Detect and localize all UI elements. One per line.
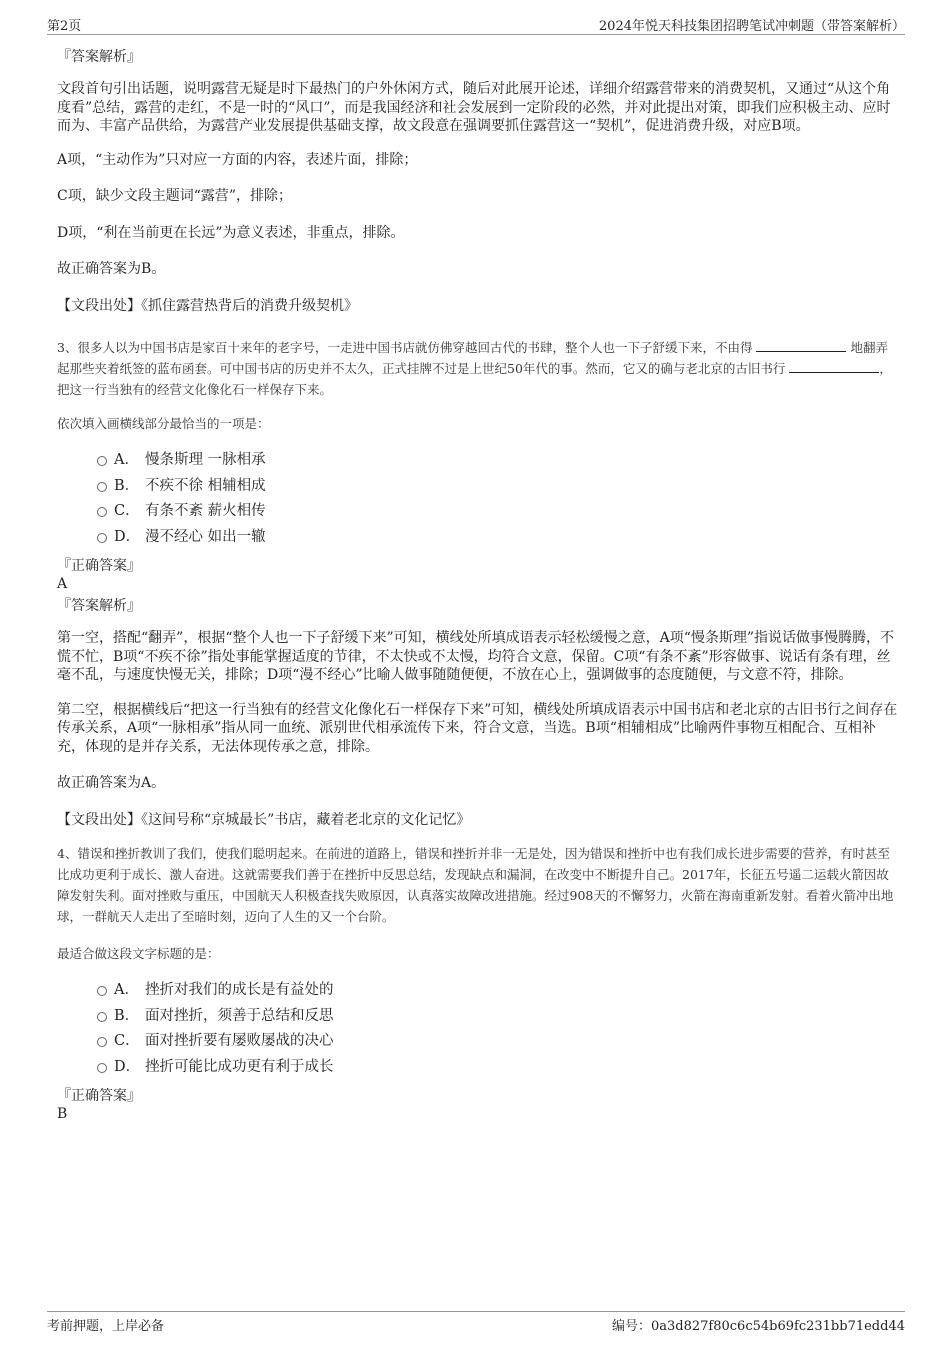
document-title: 2024年悦天科技集团招聘笔试冲刺题（带答案解析） [598, 19, 905, 34]
fill-blank-1 [756, 341, 846, 352]
passage-source: 【文段出处】《抓住露营热背后的消费升级契机》 [57, 297, 358, 314]
option-a[interactable]: A． 慢条斯理 一脉相承 [57, 448, 899, 474]
question-3-stem: 3、很多人以为中国书店是家百十来年的老字号，一走进中国书店就仿佛穿越回古代的书肆，整个人也一下子舒缓下来，不由得 地翻弄起那些夹着纸签的蓝布函套。可中国书店的历史并不太久，正式挂牌不过是上世纪50年代的事。然而，它又的确与老北京的古旧书行 ，把这一行当独有的经营文化像化石一样保存下来。 [57, 340, 892, 397]
document-serial: 编号：0a3d827f80c6c54b69fc231bb71edd44 [612, 1319, 905, 1334]
radio-button[interactable] [97, 1063, 107, 1073]
option-c[interactable]: C． 面对挫折要有屡败屡战的决心 [57, 1029, 899, 1055]
question-4-options [57, 978, 899, 1080]
analysis-paragraph-2: 第二空，根据横线后“把这一行当独有的经营文化像化石一样保存下来”可知，横线处所填成语表示中国书店和老北京的古旧书行之间存在传承关系，A项“一脉相承”指从同一血统、派别世代相承流传下来，符合文意，当选。B项“相辅相成”比喻两件事物互相配合、互相补充，体现的是并存关系，无法体现传承之意，排除。 [57, 701, 898, 755]
radio-button[interactable] [97, 1037, 107, 1047]
radio-button[interactable] [97, 533, 107, 543]
radio-button[interactable] [97, 986, 107, 996]
page-content [57, 48, 899, 1123]
answer-conclusion: 故正确答案为A。 [57, 775, 166, 791]
question-3-prompt: 依次填入画横线部分最恰当的一项是： [57, 416, 270, 431]
correct-answer: A [57, 576, 68, 592]
correct-answer: B [57, 1106, 68, 1122]
analysis-option-a: A项，“主动作为”只对应一方面的内容，表述片面，排除； [57, 151, 418, 168]
correct-answer-label: 『正确答案』 [57, 1088, 141, 1104]
option-b[interactable]: B． 面对挫折，须善于总结和反思 [57, 1004, 899, 1030]
question-4-prompt: 最适合做这段文字标题的是： [57, 946, 220, 961]
option-d[interactable]: D． 挫折可能比成功更有利于成长 [57, 1055, 899, 1081]
option-c[interactable]: C． 有条不紊 薪火相传 [57, 499, 899, 525]
answer-analysis-label: 『答案解析』 [57, 49, 141, 65]
fill-blank-2 [789, 362, 879, 373]
analysis-option-c: C项，缺少文段主题词“露营”，排除； [57, 188, 293, 204]
question-3-options [57, 448, 899, 550]
radio-button[interactable] [97, 1012, 107, 1022]
answer-analysis-label: 『答案解析』 [57, 598, 141, 614]
option-d[interactable]: D． 漫不经心 如出一辙 [57, 525, 899, 551]
option-a[interactable]: A． 挫折对我们的成长是有益处的 [57, 978, 899, 1004]
correct-answer-label: 『正确答案』 [57, 558, 141, 574]
page-header [47, 14, 905, 35]
radio-button[interactable] [97, 456, 107, 466]
option-b[interactable]: B． 不疾不徐 相辅相成 [57, 474, 899, 500]
page-footer [47, 1311, 905, 1334]
radio-button[interactable] [97, 482, 107, 492]
footer-slogan: 考前押题，上岸必备 [47, 1319, 165, 1334]
page-number: 第2页 [47, 19, 82, 34]
analysis-paragraph-1: 第一空，搭配“翻弄”，根据“整个人也一下子舒缓下来”可知，横线处所填成语表示轻松缓慢之意，A项“慢条斯理”指说话做事慢腾腾，不慌不忙，B项“不疾不徐”指处事能掌握适度的节律，不太快或不太慢，均符合文意，保留。C项“有条不紊”形容做事、说话有条有理，丝毫不乱，与速度快慢无关，排除；D项“漫不经心”比喻人做事随随便便，不放在心上，强调做事的态度随便，与文意不符，排除。 [57, 630, 895, 683]
answer-conclusion: 故正确答案为B。 [57, 261, 166, 277]
passage-source: 【文段出处】《这间号称“京城最长”书店，藏着老北京的文化记忆》 [57, 811, 471, 828]
analysis-option-d: D项，“利在当前更在长远”为意义表述，非重点，排除。 [57, 224, 405, 241]
radio-button[interactable] [97, 507, 107, 517]
analysis-paragraph: 文段首句引出话题，说明露营无疑是时下最热门的户外休闲方式，随后对此展开论述，详细介绍露营带来的消费契机，又通过“从这个角度看”总结，露营的走红，不是一时的“风口”，而是我国经济和社会发展到一定阶段的必然，并对此提出对策，即我们应积极主动、应时而为、丰富产品供给，为露营产业发展提供基础支撑，故文段意在强调要抓住露营这一“契机”，促进消费升级，对应B项。 [57, 81, 891, 134]
question-4-stem: 4、错误和挫折教训了我们，使我们聪明起来。在前进的道路上，错误和挫折并非一无是处，因为错误和挫折中也有我们成长进步需要的营养，有时甚至比成功更利于成长、激人奋进。这就需要我们善于在挫折中反思总结，发现缺点和漏洞，在改变中不断提升自己。2017年，长征五号遥二运载火箭因故障发射失利。面对挫败与重压，中国航天人积极查找失败原因，认真落实故障改进措施。经过908天的不懈努力，火箭在海南重新发射。看着火箭冲出地球，一群航天人走出了至暗时刻，迈向了人生的又一个台阶。 [57, 846, 894, 924]
